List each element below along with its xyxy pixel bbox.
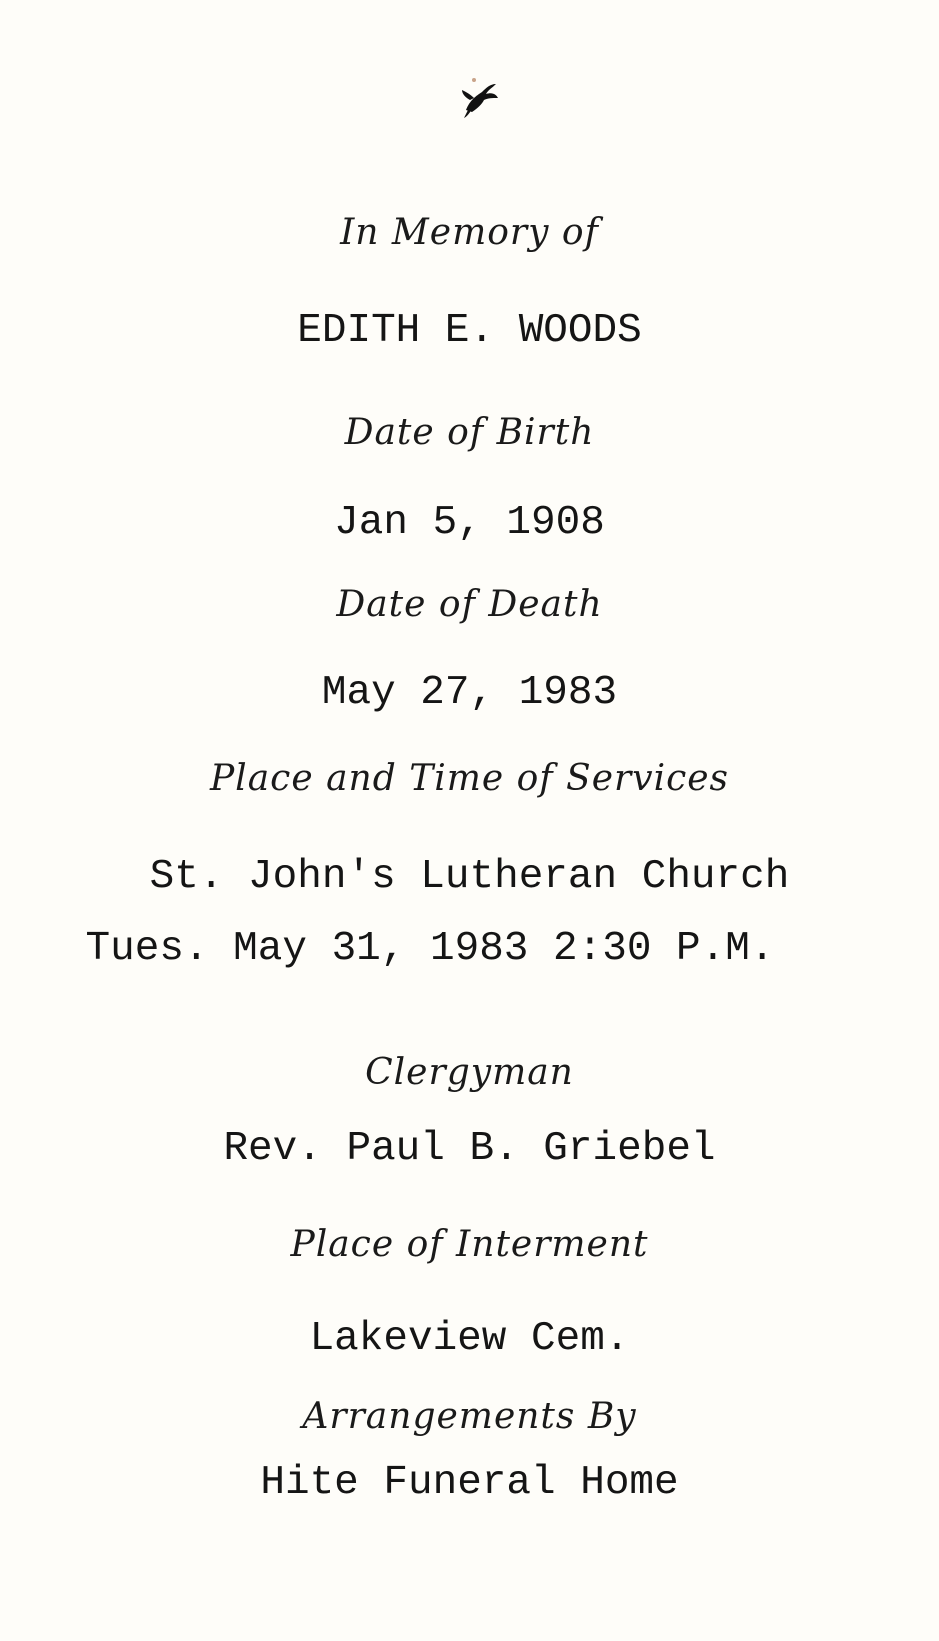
funeral-home: Hite Funeral Home — [260, 1460, 679, 1506]
heading-in-memory: In Memory of — [340, 212, 599, 253]
services-place: St. John's Lutheran Church — [149, 854, 790, 900]
interment-label: Place of Interment — [290, 1224, 649, 1265]
clergy-name: Rev. Paul B. Griebel — [223, 1126, 716, 1172]
deceased-name: EDITH E. WOODS — [297, 308, 642, 354]
clergy-label: Clergyman — [365, 1052, 574, 1093]
services-time: Tues. May 31, 1983 2:30 P.M. — [85, 926, 775, 972]
birth-date: Jan 5, 1908 — [334, 500, 605, 546]
death-label: Date of Death — [336, 584, 603, 625]
death-date: May 27, 1983 — [321, 670, 618, 716]
services-label: Place and Time of Services — [209, 758, 730, 799]
birth-label: Date of Birth — [344, 412, 595, 453]
interment-place: Lakeview Cem. — [309, 1316, 630, 1362]
arrangements-label: Arrangements By — [302, 1396, 637, 1437]
fleur-ornament-icon — [452, 70, 506, 124]
